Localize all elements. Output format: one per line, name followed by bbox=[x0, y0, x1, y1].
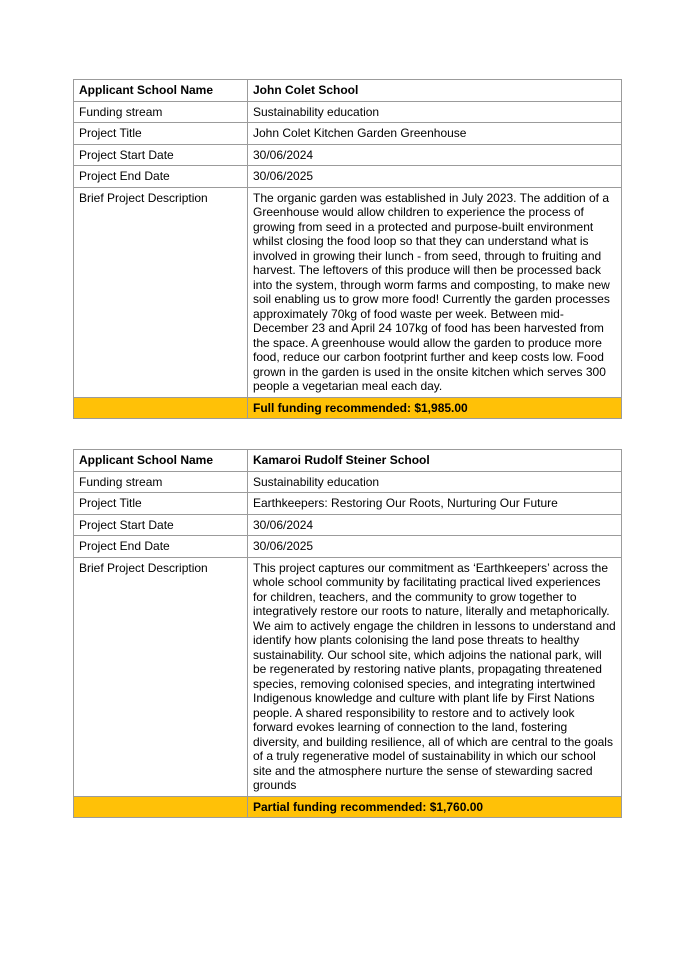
table-row bbox=[74, 450, 622, 472]
field-value-applicant-school-name: John Colet School bbox=[248, 80, 622, 102]
field-value-project-start-date: 30/06/2024 bbox=[248, 144, 622, 166]
field-label-brief-project-description: Brief Project Description bbox=[74, 557, 248, 796]
field-label-funding-stream: Funding stream bbox=[74, 101, 248, 123]
table-row bbox=[74, 514, 622, 536]
table-row bbox=[74, 80, 622, 102]
field-value-funding-stream: Sustainability education bbox=[248, 471, 622, 493]
field-label-funding-stream: Funding stream bbox=[74, 471, 248, 493]
funding-recommendation-text: Full funding recommended: $1,985.00 bbox=[248, 397, 622, 419]
field-value-project-end-date: 30/06/2025 bbox=[248, 536, 622, 558]
field-value-brief-project-description: This project captures our commitment as ‘Earthkeepers’ across the whole school community by facilitating practical lived experiences for children, teachers, and the community to grow together to integratively restore our roots to nature, literally and metaphorically. We aim to actively engage the children in lessons to understand and identify how plants colonising the land pose threats to healthy sustainability. Our school site, which adjoins the national park, will be regenerated by restoring native plants, propagating threatened species, removing colonised species, and integrating intertwined Indigenous knowledge and culture with plant life by First Nations people. A shared responsibility to restore and to actively look forward evokes learning of connection to the land, fostering diversity, and building resilience, all of which are central to the goals of a truly regenerative model of sustainability in which our school site and the atmosphere nurture the sense of stewarding sacred grounds bbox=[248, 557, 622, 796]
field-label-project-end-date: Project End Date bbox=[74, 166, 248, 188]
funding-recommendation-row bbox=[74, 397, 622, 419]
funding-recommendation-row bbox=[74, 796, 622, 818]
application-table-john-colet bbox=[73, 79, 622, 419]
table-row bbox=[74, 493, 622, 515]
field-value-project-title: John Colet Kitchen Garden Greenhouse bbox=[248, 123, 622, 145]
field-label-project-start-date: Project Start Date bbox=[74, 144, 248, 166]
field-value-brief-project-description: The organic garden was established in July 2023. The addition of a Greenhouse would allow children to experience the process of growing from seed in a protected and purpose-built environment whilst closing the food loop so that they can understand what is involved in growing their lunch - from seed, through to fruiting and harvest. The leftovers of this produce will then be processed back into the system, through worm farms and composting, to make new soil enabling us to grow more food! Currently the garden processes approximately 70kg of food waste per week. Between mid-December 23 and April 24 107kg of food has been harvested from the space. A greenhouse would allow the garden to produce more food, reduce our carbon footprint further and keep costs low. Food grown in the garden is used in the onsite kitchen which serves 300 people a vegetarian meal each day. bbox=[248, 187, 622, 397]
table-row bbox=[74, 101, 622, 123]
field-value-project-end-date: 30/06/2025 bbox=[248, 166, 622, 188]
field-value-project-start-date: 30/06/2024 bbox=[248, 514, 622, 536]
field-label-project-start-date: Project Start Date bbox=[74, 514, 248, 536]
table-row bbox=[74, 557, 622, 796]
funding-row-empty-cell bbox=[74, 796, 248, 818]
table-row bbox=[74, 144, 622, 166]
field-label-project-title: Project Title bbox=[74, 123, 248, 145]
table-row bbox=[74, 166, 622, 188]
funding-recommendation-text: Partial funding recommended: $1,760.00 bbox=[248, 796, 622, 818]
funding-row-empty-cell bbox=[74, 397, 248, 419]
table-row bbox=[74, 123, 622, 145]
field-value-project-title: Earthkeepers: Restoring Our Roots, Nurturing Our Future bbox=[248, 493, 622, 515]
field-value-applicant-school-name: Kamaroi Rudolf Steiner School bbox=[248, 450, 622, 472]
field-value-funding-stream: Sustainability education bbox=[248, 101, 622, 123]
table-row bbox=[74, 187, 622, 397]
application-table-kamaroi bbox=[73, 449, 622, 818]
table-row bbox=[74, 536, 622, 558]
field-label-brief-project-description: Brief Project Description bbox=[74, 187, 248, 397]
field-label-applicant-school-name: Applicant School Name bbox=[74, 450, 248, 472]
table-row bbox=[74, 471, 622, 493]
field-label-project-end-date: Project End Date bbox=[74, 536, 248, 558]
field-label-applicant-school-name: Applicant School Name bbox=[74, 80, 248, 102]
field-label-project-title: Project Title bbox=[74, 493, 248, 515]
